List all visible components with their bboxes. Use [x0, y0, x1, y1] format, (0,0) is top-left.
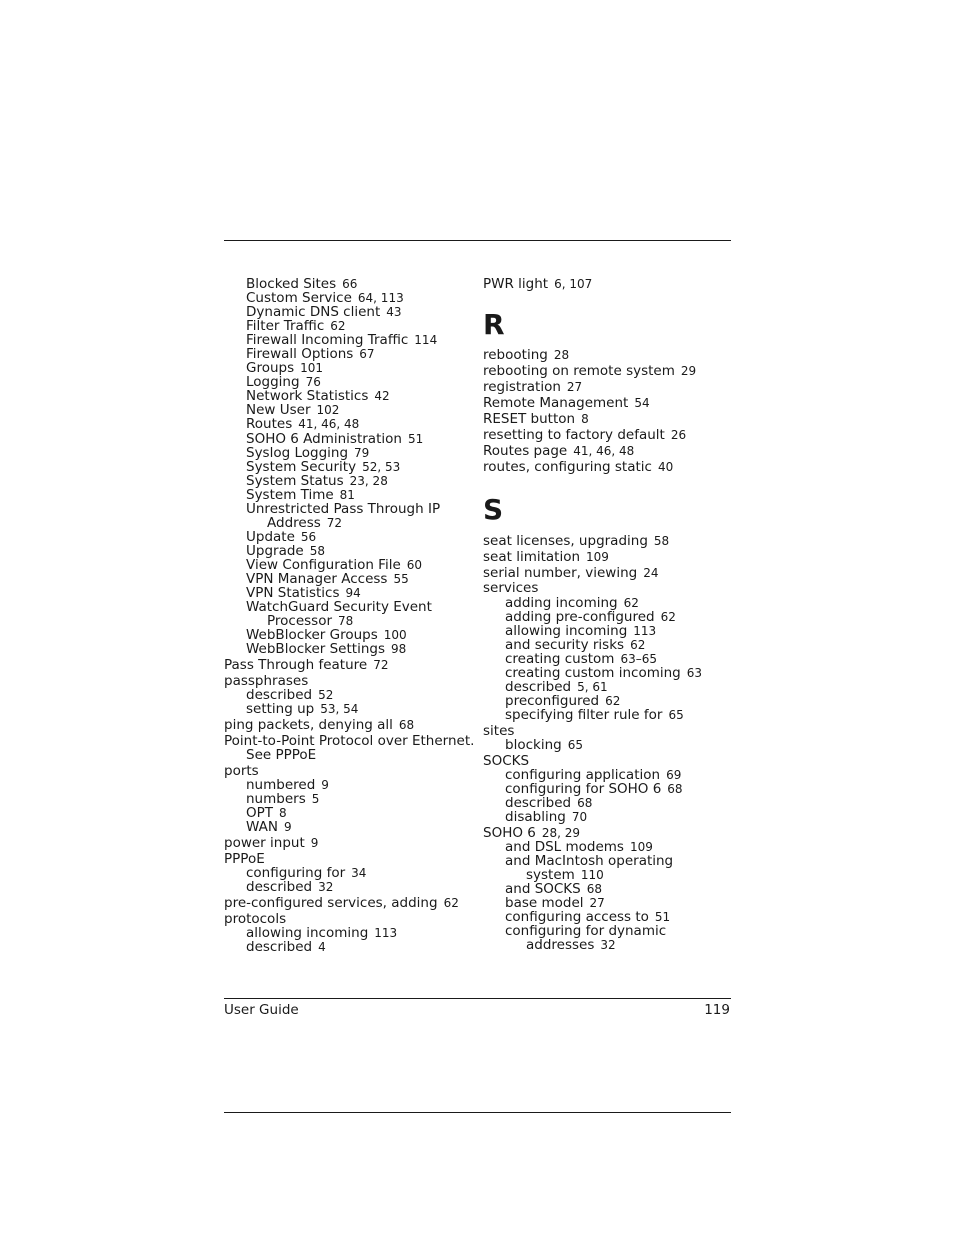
- index-list-left: [224, 277, 474, 954]
- index-term: Firewall Options: [246, 346, 354, 363]
- index-term: RESET button: [483, 410, 576, 427]
- index-page-ref: 63: [686, 665, 703, 680]
- index-term: services: [483, 580, 539, 597]
- index-entry: [483, 534, 733, 548]
- index-page-ref: 5, 61: [577, 679, 608, 694]
- index-page-ref: 60: [406, 557, 423, 572]
- index-entry: [483, 738, 733, 752]
- index-entry: [483, 624, 733, 638]
- index-term: OPT: [246, 805, 274, 822]
- index-entry: [224, 305, 474, 319]
- index-entry: [224, 866, 474, 880]
- index-entry: [224, 940, 474, 954]
- index-entry: [224, 502, 474, 516]
- index-page-ref: 28: [553, 348, 570, 363]
- index-entry: [224, 674, 474, 688]
- index-page-ref: 110: [580, 868, 604, 883]
- section-letter-s: S: [483, 492, 504, 526]
- index-page-ref: 68: [577, 795, 593, 810]
- index-term: creating custom incoming: [505, 664, 681, 681]
- index-entry: [483, 652, 733, 666]
- index-page-ref: 24: [643, 565, 659, 580]
- index-page-ref: 62: [605, 693, 621, 708]
- index-term: numbers: [246, 791, 306, 808]
- index-entry: [483, 396, 733, 410]
- index-term: Point-to-Point Protocol over Ethernet.: [224, 733, 475, 750]
- index-entry: [224, 688, 474, 702]
- index-page-ref: 102: [316, 403, 340, 418]
- index-entry: [483, 412, 733, 426]
- index-page-ref: 67: [359, 347, 375, 362]
- index-term: power input: [224, 835, 305, 852]
- index-entry: [224, 403, 474, 417]
- index-term: creating custom: [505, 650, 615, 667]
- index-term: Remote Management: [483, 394, 629, 411]
- index-entry: [224, 446, 474, 460]
- index-page-ref: 68: [586, 882, 603, 897]
- index-term: and SOCKS: [505, 881, 581, 898]
- index-entry: [483, 810, 733, 824]
- index-term: Filter Traffic: [246, 318, 325, 335]
- index-entry: [224, 852, 474, 866]
- index-page-ref: 58: [653, 533, 670, 548]
- index-page-ref: 62: [630, 637, 646, 652]
- index-term: and DSL modems: [505, 838, 624, 855]
- index-term: setting up: [246, 701, 315, 718]
- index-term: described: [505, 794, 572, 811]
- index-term: WebBlocker Groups: [246, 627, 378, 644]
- index-entry: [224, 291, 474, 305]
- index-entry: [483, 694, 733, 708]
- index-term: rebooting: [483, 347, 548, 364]
- index-entry: [224, 820, 474, 834]
- index-page-ref: 114: [414, 333, 438, 348]
- index-entry: [224, 474, 474, 488]
- index-entry: [224, 642, 474, 656]
- index-entry: [224, 836, 474, 850]
- index-entry: [483, 840, 733, 854]
- index-entry: [224, 389, 474, 403]
- section-letter-r: R: [483, 308, 505, 342]
- index-term: WebBlocker Settings: [246, 641, 385, 658]
- index-term: ping packets, denying all: [224, 717, 393, 734]
- index-entry: [224, 926, 474, 940]
- index-term: configuring for SOHO 6: [505, 780, 662, 797]
- index-entry: [224, 277, 474, 291]
- index-page-ref: 29: [680, 363, 697, 378]
- index-term: allowing incoming: [246, 925, 369, 942]
- index-term: and security risks: [505, 636, 625, 653]
- index-column-right: [483, 277, 733, 952]
- index-term: numbered: [246, 777, 316, 794]
- index-entry: [483, 896, 733, 910]
- index-term: Routes page: [483, 442, 568, 459]
- index-page-ref: 42: [374, 389, 390, 404]
- index-term: routes, configuring static: [483, 458, 652, 475]
- index-page-ref: 62: [330, 319, 346, 334]
- index-term: Network Statistics: [246, 388, 369, 405]
- index-page-ref: 41, 46, 48: [298, 417, 360, 432]
- index-entry: [224, 734, 474, 748]
- index-entry: [483, 796, 733, 810]
- index-term: rebooting on remote system: [483, 362, 675, 379]
- index-page-ref: 56: [300, 529, 317, 544]
- index-page-ref: 62: [660, 609, 676, 624]
- index-page-ref: 109: [586, 549, 609, 564]
- index-page-ref: 51: [407, 431, 424, 446]
- index-page-ref: 52: [318, 688, 334, 703]
- index-term: Blocked Sites: [246, 276, 337, 292]
- index-term: System Status: [246, 472, 344, 489]
- index-entry: [483, 724, 733, 738]
- index-page-ref: 4: [318, 940, 326, 955]
- index-page-ref: 9: [321, 778, 329, 793]
- index-entry: [483, 610, 733, 624]
- index-term: Firewall Incoming Traffic: [246, 332, 409, 349]
- index-page-ref: 72: [326, 515, 343, 530]
- index-term: seat licenses, upgrading: [483, 532, 648, 549]
- index-term: configuring application: [505, 766, 661, 783]
- index-entry: [224, 748, 474, 762]
- index-term: System Time: [246, 486, 334, 503]
- index-page-ref: 52, 53: [362, 459, 401, 474]
- index-term: allowing incoming: [505, 622, 628, 639]
- index-term: configuring for dynamic: [505, 923, 667, 940]
- index-term: configuring access to: [505, 909, 649, 926]
- index-page-ref: 76: [305, 375, 321, 390]
- index-page-ref: 70: [571, 810, 588, 824]
- page-bottom-rule: [224, 1112, 731, 1113]
- index-term: ports: [224, 763, 259, 780]
- index-term: Logging: [246, 374, 300, 391]
- index-term: pre-configured services, adding: [224, 895, 438, 912]
- index-term: disabling: [505, 809, 566, 825]
- index-entry: [224, 778, 474, 792]
- index-page-ref: 54: [634, 395, 650, 410]
- index-term: Groups: [246, 360, 295, 377]
- index-term: Address: [267, 514, 321, 531]
- index-entry: [483, 754, 733, 768]
- index-entry: [224, 361, 474, 375]
- index-page-ref: 23, 28: [349, 473, 388, 488]
- index-term: passphrases: [224, 673, 309, 690]
- index-list-s: [483, 534, 733, 953]
- index-page-ref: 28, 29: [541, 825, 581, 840]
- index-page-ref: 26: [670, 427, 687, 442]
- index-page-ref: 40: [657, 459, 674, 474]
- index-entry: [224, 417, 474, 431]
- index-entry: [483, 277, 733, 291]
- index-entry: [483, 460, 733, 474]
- index-page-ref: 27: [566, 379, 583, 394]
- index-term: serial number, viewing: [483, 564, 638, 581]
- index-term: Upgrade: [246, 542, 304, 559]
- footer-rule: [224, 998, 731, 999]
- index-term: base model: [505, 895, 584, 912]
- index-entry: [483, 666, 733, 680]
- index-term: Processor: [267, 613, 333, 630]
- index-page-ref: 51: [654, 910, 671, 925]
- index-page-ref: 6, 107: [554, 277, 593, 291]
- index-term: adding pre-configured: [505, 608, 655, 625]
- index-term: Dynamic DNS client: [246, 304, 381, 321]
- index-term: seat limitation: [483, 548, 581, 565]
- index-page-ref: 55: [393, 571, 409, 586]
- index-page-ref: 32: [318, 880, 334, 895]
- index-page-ref: 34: [351, 866, 367, 881]
- index-entry: [224, 718, 474, 732]
- index-entry: [224, 375, 474, 389]
- index-page-ref: 43: [386, 305, 402, 320]
- index-term: preconfigured: [505, 692, 600, 709]
- index-term: New User: [246, 402, 311, 419]
- index-term: Syslog Logging: [246, 444, 349, 461]
- index-term: Routes: [246, 416, 293, 433]
- index-entry: [483, 581, 733, 595]
- index-page-ref: 101: [300, 361, 324, 376]
- index-page-ref: 9: [310, 836, 319, 851]
- index-entry: [224, 628, 474, 642]
- index-term: described: [505, 678, 572, 695]
- index-entry: [224, 614, 474, 628]
- index-page-ref: 62: [623, 595, 639, 610]
- index-page-ref: 64, 113: [357, 291, 404, 306]
- index-page-ref: 81: [339, 487, 355, 502]
- index-page-ref: 113: [374, 926, 398, 941]
- index-page-ref: 68: [667, 781, 683, 796]
- index-entry: [483, 826, 733, 840]
- index-entry: [224, 319, 474, 333]
- index-term: Custom Service: [246, 290, 352, 307]
- index-entry: [224, 586, 474, 600]
- index-term: WAN: [246, 819, 278, 836]
- index-page-ref: 94: [345, 586, 361, 601]
- index-page-ref: 113: [633, 623, 657, 638]
- index-page-ref: 109: [629, 839, 653, 854]
- index-entry: [224, 558, 474, 572]
- index-entry: [224, 516, 474, 530]
- index-page-ref: 8: [279, 806, 287, 821]
- index-term: configuring for: [246, 865, 346, 882]
- index-page-ref: 58: [309, 543, 325, 558]
- index-term: Unrestricted Pass Through IP: [246, 500, 441, 517]
- index-term: Pass Through feature: [224, 657, 368, 674]
- index-page-ref: 65: [567, 737, 583, 752]
- index-entry: [483, 854, 733, 868]
- index-page-ref: 66: [342, 277, 358, 291]
- index-entry: [483, 380, 733, 394]
- index-entry: [224, 572, 474, 586]
- index-entry: [483, 910, 733, 924]
- index-list-r: [483, 348, 733, 474]
- index-column-left: [224, 277, 474, 954]
- index-term: addresses: [526, 937, 595, 954]
- index-page-ref: 78: [338, 614, 354, 629]
- index-entry: [224, 912, 474, 926]
- index-entry: [224, 806, 474, 820]
- index-entry: [483, 868, 733, 882]
- index-entry: [224, 896, 474, 910]
- index-term: SOHO 6 Administration: [246, 430, 402, 447]
- index-page-ref: 5: [311, 792, 320, 807]
- index-term: adding incoming: [505, 594, 618, 611]
- index-entry: [483, 364, 733, 378]
- index-entry: [224, 600, 474, 614]
- index-entry: [483, 596, 733, 610]
- index-entry: [483, 924, 733, 938]
- index-term: SOHO 6: [483, 824, 536, 841]
- page-number: 119: [704, 1002, 730, 1018]
- index-entry: [483, 348, 733, 362]
- index-entry: [483, 550, 733, 564]
- index-entry: [483, 444, 733, 458]
- index-page-ref: 79: [354, 445, 370, 460]
- index-entry: [224, 544, 474, 558]
- index-entry: [224, 880, 474, 894]
- index-list-right-top: [483, 277, 733, 291]
- index-entry: [224, 658, 474, 672]
- index-entry: [483, 428, 733, 442]
- index-term: WatchGuard Security Event: [246, 599, 432, 616]
- header-rule: [224, 240, 731, 241]
- index-entry: [224, 488, 474, 502]
- index-term: PWR light: [483, 276, 549, 292]
- index-entry: [224, 530, 474, 544]
- index-term: system: [526, 867, 575, 884]
- index-entry: [483, 680, 733, 694]
- index-term: specifying filter rule for: [505, 706, 663, 723]
- index-page-ref: 65: [668, 707, 684, 722]
- index-entry: [224, 460, 474, 474]
- index-entry: [224, 333, 474, 347]
- index-entry: [483, 882, 733, 896]
- index-term: described: [246, 879, 313, 896]
- index-entry: [224, 432, 474, 446]
- index-page-ref: 9: [283, 820, 292, 835]
- index-page-ref: 62: [443, 896, 459, 911]
- index-page-ref: 72: [373, 658, 389, 673]
- index-term: System Security: [246, 458, 357, 475]
- index-term: sites: [483, 722, 515, 739]
- index-term: VPN Manager Access: [246, 570, 388, 587]
- index-entry: [483, 938, 733, 952]
- index-page-ref: 98: [390, 642, 407, 657]
- index-entry: [483, 566, 733, 580]
- index-term: SOCKS: [483, 752, 530, 769]
- index-term: blocking: [505, 736, 562, 753]
- index-entry: [224, 347, 474, 361]
- index-entry: [483, 782, 733, 796]
- index-page-ref: 27: [589, 896, 605, 911]
- index-term: See PPPoE: [246, 747, 317, 764]
- index-entry: [483, 768, 733, 782]
- index-term: and MacIntosh operating: [505, 853, 674, 870]
- index-page-ref: 41, 46, 48: [573, 443, 635, 458]
- index-page-ref: 32: [600, 938, 616, 953]
- index-entry: [483, 708, 733, 722]
- index-page-ref: 63–65: [620, 651, 657, 666]
- index-term: VPN Statistics: [246, 585, 340, 602]
- index-term: Update: [246, 528, 295, 545]
- index-term: described: [246, 687, 313, 704]
- index-entry: [224, 764, 474, 778]
- index-entry: [483, 638, 733, 652]
- footer-title: User Guide: [224, 1002, 299, 1018]
- index-term: View Configuration File: [246, 556, 401, 573]
- index-page-ref: 69: [666, 767, 682, 782]
- index-term: PPPoE: [224, 851, 265, 868]
- index-term: registration: [483, 378, 561, 395]
- index-page-ref: 100: [383, 628, 407, 643]
- index-term: protocols: [224, 911, 287, 928]
- index-page-ref: 68: [398, 718, 415, 733]
- index-term: resetting to factory default: [483, 426, 665, 443]
- index-page-ref: 53, 54: [320, 702, 359, 717]
- index-entry: [224, 702, 474, 716]
- index-page-ref: 8: [581, 411, 589, 426]
- index-term: described: [246, 939, 313, 956]
- index-entry: [224, 792, 474, 806]
